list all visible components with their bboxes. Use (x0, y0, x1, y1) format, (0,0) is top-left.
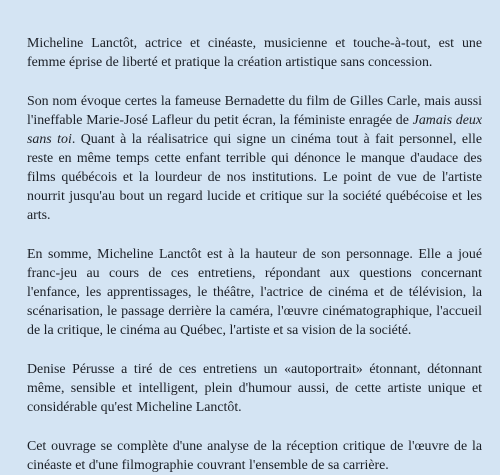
paragraph-roles-text-after: . Quant à la réalisatrice qui signe un cinéma tout à fait personnel, elle reste en même temps cette enfant terrible qui dénonce le manque d'audace des films québécois et la lourdeur de nos institutions. Le point de vue de l'artiste nourrit jusqu'au bout un regard lucide et critique sur la société québécoise et les arts. (27, 131, 482, 224)
film-title: Jamais deux sans toi (27, 112, 482, 147)
paragraph-intro: Micheline Lanctôt, actrice et cinéaste, musicienne et touche-à-tout, est une femme éprise de liberté et pratique la création artistique sans concession. (27, 36, 482, 71)
paragraph-autoportrait: Denise Pérusse a tiré de ces entretiens un «autoportrait» étonnant, détonnant même, sensible et intelligent, plein d'humour aussi, de cette artiste unique et considérable qu'est Micheline Lanctôt. (27, 362, 482, 416)
paragraph-roles-text-before: Son nom évoque certes la fameuse Bernadette du film de Gilles Carle, mais aussi l'ineffable Marie-José Lafleur du petit écran, la féministe enragée de (27, 93, 482, 128)
paragraph-roles (27, 92, 482, 226)
paragraph-analysis: Cet ouvrage se complète d'une analyse de la réception critique de l'œuvre de la cinéaste et d'une filmographie couvrant l'ensemble de sa carrière. (27, 438, 482, 474)
paragraph-interviews: En somme, Micheline Lanctôt est à la hauteur de son personnage. Elle a joué franc-jeu au cours de ces entretiens, répondant aux questions concernant l'enfance, les apprentissages, le théâtre, l'actrice de cinéma et de télévision, la scénarisation, le passage derrière la caméra, l'œuvre cinématographique, l'accueil de la critique, le cinéma au Québec, l'artiste et sa vision de la société. (27, 247, 482, 339)
